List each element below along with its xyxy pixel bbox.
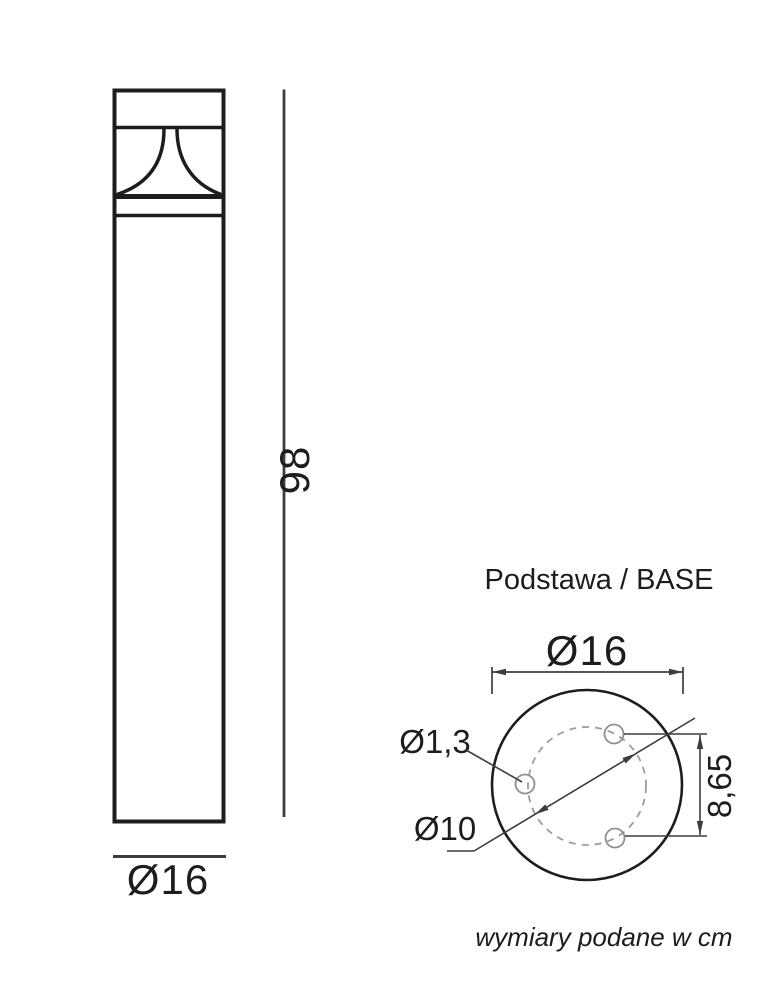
units-footnote: wymiary podane w cm	[475, 922, 733, 952]
base-title: Podstawa / BASE	[484, 564, 714, 596]
base-diameter-dimension	[492, 627, 683, 694]
arrow-up-icon	[697, 735, 703, 749]
arrow-upper-icon	[622, 751, 637, 764]
arrow-left-icon	[492, 669, 506, 675]
reflector-curve-left-icon	[117, 129, 164, 195]
bolt-circle-label: Ø10	[413, 810, 477, 847]
height-dimension	[271, 90, 318, 818]
reflector-curve-right-icon	[177, 129, 221, 195]
bolt-circle-diagonal-line	[474, 718, 695, 851]
bollard-body-outline	[115, 91, 224, 822]
bollard-diameter-label: Ø16	[126, 856, 210, 903]
bollard-front-view	[115, 91, 224, 822]
base-top-view	[399, 564, 738, 880]
height-dimension-label: 98	[271, 445, 318, 495]
arrow-right-icon	[669, 669, 683, 675]
arrow-down-icon	[697, 821, 703, 835]
mounting-hole-left	[516, 775, 535, 794]
base-diameter-label: Ø16	[545, 627, 629, 674]
mounting-hole-bottom-right	[606, 829, 625, 848]
bollard-diameter-dimension	[113, 856, 226, 903]
arrow-lower-icon	[533, 804, 548, 817]
hole-diameter-callout	[399, 723, 522, 782]
bolt-circle-dashed	[528, 727, 646, 845]
hole-diameter-label: Ø1,3	[399, 723, 471, 760]
hole-spacing-label: 8,65	[701, 753, 738, 819]
hole-leader-line	[466, 750, 522, 782]
base-outer-circle	[492, 690, 682, 880]
